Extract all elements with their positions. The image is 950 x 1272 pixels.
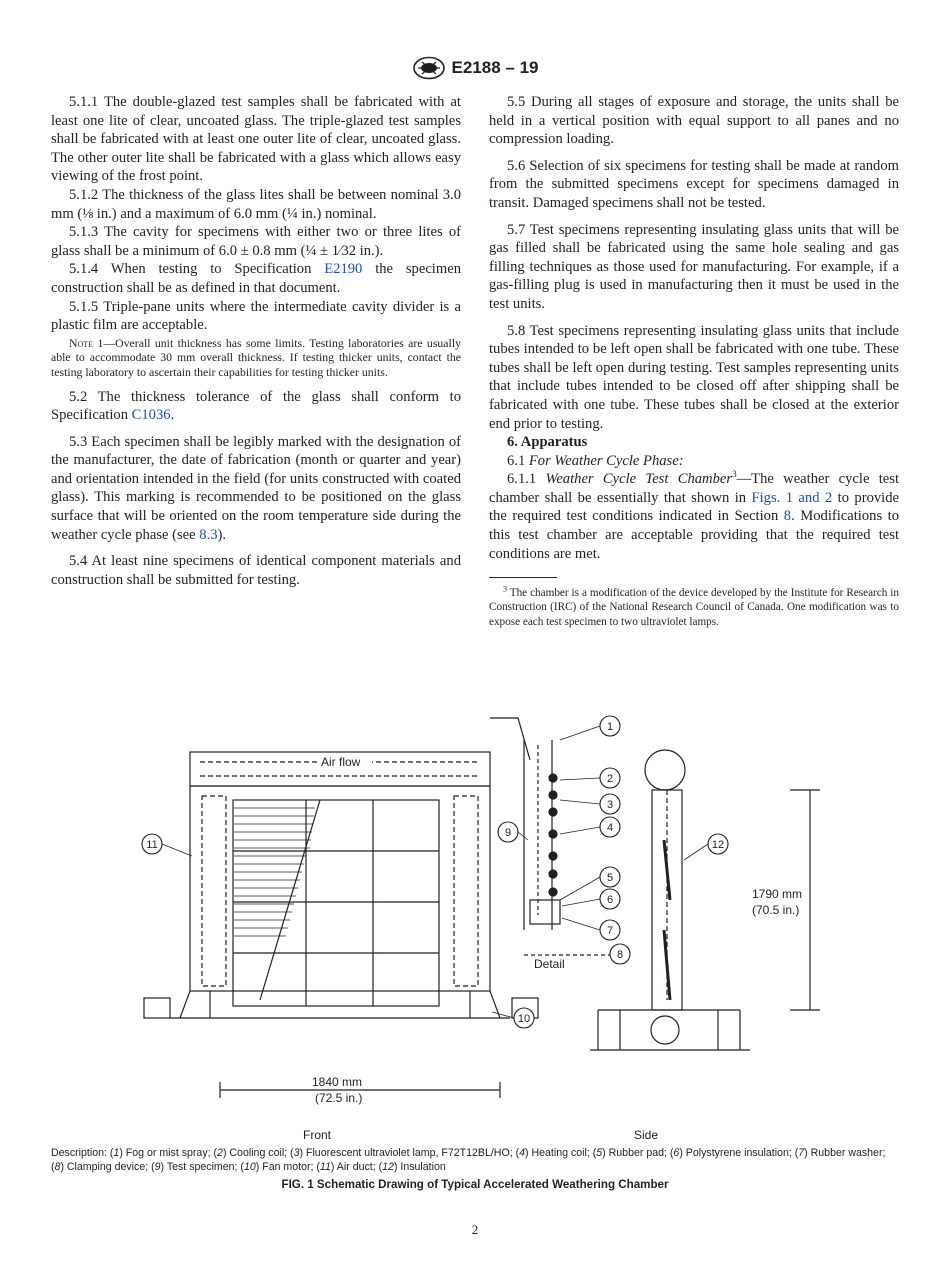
right-column <box>489 93 899 629</box>
dimension-height-mm: 1790 mm <box>752 887 803 901</box>
figure-caption: FIG. 1 Schematic Drawing of Typical Accelerated Weathering Chamber <box>281 1178 669 1191</box>
dimension-height-in: (70.5 in.) <box>752 903 800 917</box>
paragraph-5-4: 5.4 At least nine specimens of identical component materials and construction shall be submitted for testing. <box>51 553 461 588</box>
paragraph-6-1: 6.1 For Weather Cycle Phase: <box>507 452 684 469</box>
svg-text:11: 11 <box>146 839 158 851</box>
label-detail: Detail <box>534 957 565 971</box>
svg-text:6: 6 <box>606 894 614 906</box>
section-heading-apparatus: 6. Apparatus <box>507 434 588 451</box>
callout-2 <box>600 768 620 788</box>
svg-text:7: 7 <box>606 925 614 937</box>
callout-7 <box>600 920 620 940</box>
cooling-coil-hatch <box>234 808 315 936</box>
svg-text:12: 12 <box>711 839 725 851</box>
label-side: Side <box>634 1128 659 1142</box>
paragraph-5-7: 5.7 Test specimens representing insulating glass units that will be gas filled shall be fabricated using the same hole sealing and gas filling techniques as those used for manufacturing. For example, if a gas-filling plug is used in manufacturing then it must be used in the test units. <box>489 221 899 312</box>
front-frame <box>190 786 490 991</box>
callout-8 <box>610 944 630 964</box>
side-base-frame <box>590 1010 750 1050</box>
label-air-flow: Air flow <box>321 755 361 769</box>
callout-4 <box>600 817 620 837</box>
callout-12 <box>708 834 728 854</box>
clamping-device <box>530 900 560 924</box>
footnote-3: $^3$ The chamber is a modification of the device developed by the Institute for Research in Construction (IRC) of the National Research Council of Canada. One modification was to expose each test specimen to two ultraviolet lamps. <box>489 584 899 628</box>
footnote-ref-3[interactable]: 3 <box>732 469 737 480</box>
detail-coil-dots <box>549 774 557 896</box>
figure-description: Description: (1) Fog or mist spray; (2) Cooling coil; (3) Fluorescent ultraviolet lamp, F72T12BL/HO; (4) Heating coil; (5) Rubber pad; (6) Polystyrene insulation; (7) Rubber washer; (8) Clamping device; (9) Test specimen; (10) Fan motor; (11) Air duct; (12) Insulation <box>51 1147 886 1173</box>
paragraph-5-5: 5.5 During all stages of exposure and storage, the units shall be held in a vertical position with equal support to all panes and no compression loading. <box>489 94 899 148</box>
svg-text:3: 3 <box>606 799 614 811</box>
right-air-duct <box>454 796 478 986</box>
link-figs-1-and-2[interactable]: Figs. 1 and 2 <box>751 489 833 506</box>
callout-3 <box>600 794 620 814</box>
svg-text:2: 2 <box>606 773 614 785</box>
side-fan-motor <box>651 1016 679 1044</box>
page-number: 2 <box>471 1222 479 1237</box>
side-fan-housing <box>645 750 685 790</box>
callout-5 <box>600 867 620 887</box>
specimen-grid-lines <box>233 800 439 1006</box>
svg-text:10: 10 <box>517 1013 531 1025</box>
paragraph-5-3: 5.3 Each specimen shall be legibly marked with the designation of the manufacturer, the date of fabrication (month or quarter and year) and orientation intended in the field (for units constructed with coated glass). This marking is recommended to be positioned on the glass surface that will be oriented on the room temperature side during the weather cycle phase (see 8.3). <box>51 433 461 543</box>
footnote-divider <box>489 577 557 578</box>
paragraph-5-1-2: 5.1.2 The thickness of the glass lites shall be between nominal 3.0 mm (⅛ in.) and a maximum of 6.0 mm (¼ in.) nominal. <box>51 186 461 222</box>
label-front: Front <box>303 1128 332 1142</box>
link-section-8-3[interactable]: 8.3 <box>199 526 218 543</box>
callout-9 <box>498 822 518 842</box>
left-column <box>51 93 461 589</box>
standard-designation: E2188 – 19 <box>451 58 539 77</box>
left-air-duct <box>202 796 226 986</box>
specimen-grid <box>233 800 439 1006</box>
figure-1-drawing <box>100 700 900 1150</box>
paragraph-5-1-3: 5.1.3 The cavity for specimens with either two or three lites of glass shall be a minimum of 6.0 ± 0.8 mm (¼ ± 1⁄32 in.). <box>51 224 461 259</box>
paragraph-5-2: 5.2 The thickness tolerance of the glass shall conform to Specification C1036. <box>51 388 461 424</box>
left-fan-motor <box>144 998 170 1018</box>
callout-11 <box>142 834 162 854</box>
callout-group <box>142 716 728 1028</box>
callout-10 <box>514 1008 534 1028</box>
paragraph-5-8: 5.8 Test specimens representing insulating glass units that include tubes intended to be left open shall be fabricated with one tube. These tubes shall be left open during testing. Test samples representing units that include tubes intended to be closed off after shipping shall be fabricated with one tube. These tubes shall be closed at the exterior end prior to testing. <box>489 322 899 432</box>
diagonal-line <box>260 800 320 1000</box>
svg-text:4: 4 <box>606 822 614 834</box>
callout-1 <box>600 716 620 736</box>
svg-text:5: 5 <box>606 872 614 884</box>
link-c1036[interactable]: C1036 <box>131 407 171 424</box>
svg-text:1: 1 <box>606 721 614 733</box>
page-header <box>0 56 950 84</box>
paragraph-5-1-1: 5.1.1 The double-glazed test samples shall be fabricated with at least one lite of clear, uncoated glass. The triple-glazed test samples shall be fabricated with at least one outer lite of clear, uncoated glass. The other outer lite shall be fabricated with a glass which allows easy viewing of the frost point. <box>51 94 461 185</box>
chamber-schematic <box>100 700 900 1150</box>
svg-text:8: 8 <box>616 949 624 961</box>
front-base <box>170 991 510 1018</box>
dimension-width-mm: 1840 mm <box>312 1075 363 1089</box>
paragraph-5-1-4: 5.1.4 When testing to Specification E2190 the specimen construction shall be as defined in that document. <box>51 261 461 296</box>
dimension-width-in: (72.5 in.) <box>315 1091 363 1105</box>
paragraph-5-6: 5.6 Selection of six specimens for testing shall be made at random from the submitted specimens except for specimens damaged in transit. Damaged specimens shall not be tested. <box>489 157 899 211</box>
paragraph-5-1-5: 5.1.5 Triple-pane units where the intermediate cavity divider is a plastic film are acceptable. <box>51 298 461 334</box>
astm-logo-icon <box>412 56 446 80</box>
paragraph-6-1-1: 6.1.1 Weather Cycle Test Chamber$^3$—The weather cycle test chamber shall be essentially that shown in Figs. 1 and 2 to provide the required test conditions indicated in Section 8. Modifications to this test chamber are acceptable providing that the required test conditions are met. <box>489 469 899 562</box>
note-1: Note 1—Overall unit thickness has some limits. Testing laboratories are usually able to accommodate 30 mm overall thickness. If testing thicker units, contact the testing laboratory to ascertain their capabilities for testing thicker units. <box>51 335 461 379</box>
link-e2190[interactable]: E2190 <box>324 261 363 278</box>
link-section-8[interactable]: 8 <box>783 508 792 525</box>
svg-text:9: 9 <box>504 827 512 839</box>
callout-6 <box>600 889 620 909</box>
